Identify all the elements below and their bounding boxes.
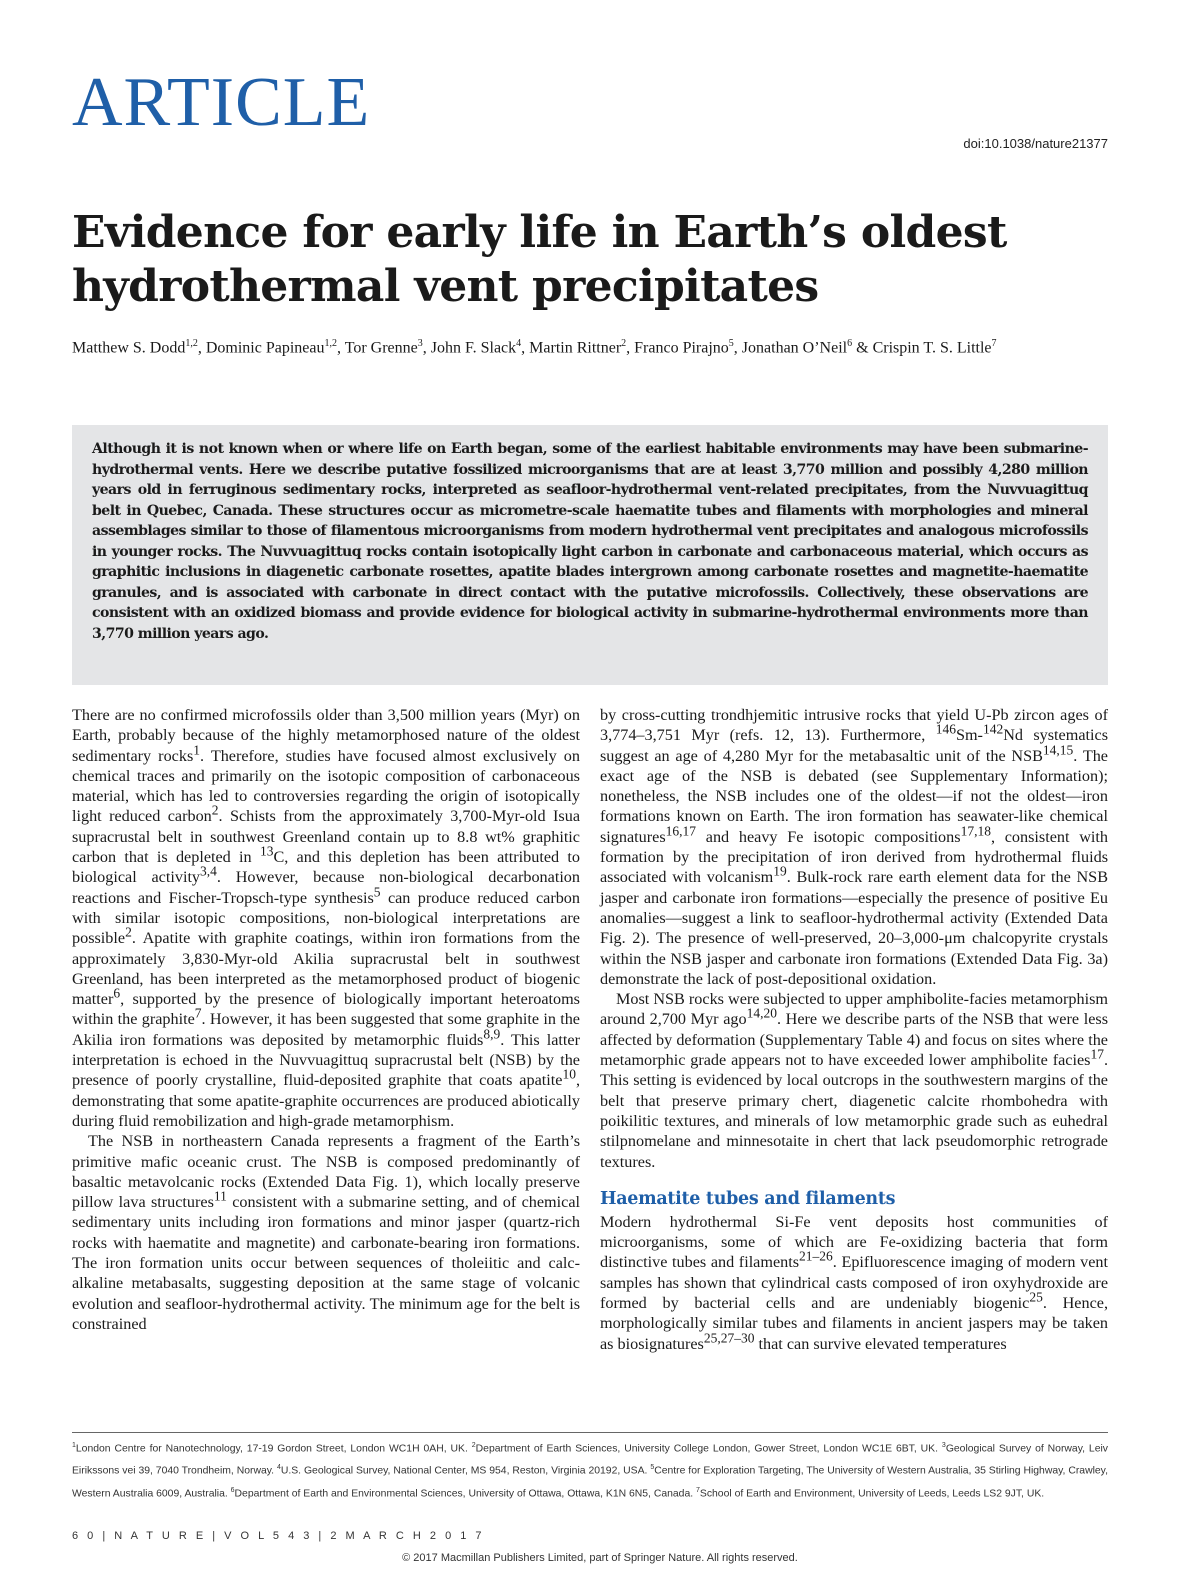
affiliation-number: 1	[72, 1442, 76, 1449]
affiliation-number: 2	[471, 1442, 476, 1449]
reference-superscript[interactable]: 19	[773, 863, 787, 879]
reference-superscript[interactable]: 14,20	[746, 1006, 777, 1022]
author-list: Matthew S. Dodd$^{1,2}$, Dominic Papineau$^{1,2}$, Tor Grenne$^3$, John F. Slack$^4$, Martin Rittner$^2$, Franco Pirajno$^5$, Jonathan O’Neil$^6$ & Crispin T. S. Little$^7$	[72, 338, 997, 357]
body-paragraph: There are no confirmed microfossils older than 3,500 million years (Myr) on Earth, probably because of the highly metamorphosed nature of the oldest sedimentary rocks$^1$. Therefore, studies have focused almost exclusively on chemical traces and primarily on the isotopic composition of carbonaceous material, which has led to controversies regarding the origin of isotopically light reduced carbon$^2$. Schists from the approximately 3,700-Myr-old Isua supracrustal belt in southwest Greenland contain up to 8.8 wt% graphitic carbon that is depleted in $^{13}$C, and this depletion has been attributed to biological activity$^{3,4}$. However, because non-biological decarbonation reactions and Fischer-Tropsch-type synthesis$^5$ can produce reduced carbon with similar isotopic compositions, non-biological interpretations are possible$^2$. Apatite with graphite coatings, within iron formations from the approximately 3,830-Myr-old Akilia supracrustal belt in southwest Greenland, has been interpreted as the metamorphosed product of biogenic matter$^6$, supported by the presence of biologically important heteroatoms within the graphite$^7$. However, it has been suggested that some graphite in the Akilia iron formations was deposited by metamorphic fluids$^{8,9}$. This latter interpretation is echoed in the Nuvvuagittuq supracrustal belt (NSB) by the presence of poorly crystalline, fluid-deposited graphite that coats apatite$^{10}$, demonstrating that some apatite-graphite occurrences are produced abiotically during fluid remobilization and high-grade metamorphism.	[72, 706, 581, 1130]
author-affiliation-ref: 4	[516, 338, 522, 349]
affiliation-number: 5	[650, 1464, 655, 1472]
reference-superscript[interactable]: 17,18	[960, 823, 991, 839]
article-title: Evidence for early life in Earth’s oldest hydrothermal vent precipitates	[72, 207, 1007, 312]
author-affiliation-ref: 2	[621, 338, 627, 349]
reference-superscript[interactable]: 14,15	[1042, 742, 1074, 758]
reference-superscript[interactable]: 16,17	[665, 823, 697, 839]
affiliations	[72, 1436, 1108, 1503]
affiliation-number: 7	[696, 1486, 700, 1494]
body-paragraph: The NSB in northeastern Canada represents a fragment of the Earth’s primitive mafic oceanic crust. The NSB is composed predominantly of basaltic metavolcanic rocks (Extended Data Fig. 1), which locally preserve pillow lava structures$^{11}$ consistent with a submarine setting, and of chemical sedimentary units including iron formations and minor jasper (quartz-rich rocks with haematite and magnetite) and carbonate-bearing iron formations. The iron formation units occur between sequences of tholeiitic and calc-alkaline metabasalts, suggesting deposition at the same stage of volcanic evolution and seafloor-hydrothermal activity. The minimum age for the belt is constrained	[72, 1132, 580, 1333]
reference-superscript[interactable]: 2	[125, 924, 132, 940]
affiliation-number: 4	[276, 1464, 281, 1472]
reference-superscript[interactable]: 2	[211, 803, 219, 819]
author-name: Dominic Papineau	[205, 339, 325, 357]
author-name: Martin Rittner	[529, 339, 622, 357]
reference-superscript[interactable]: 11	[213, 1188, 227, 1204]
author-name: Matthew S. Dodd	[72, 339, 186, 357]
article-type-label: ARTICLE	[72, 64, 371, 141]
reference-superscript[interactable]: 7	[194, 1006, 202, 1022]
reference-superscript[interactable]: 146	[935, 721, 956, 737]
reference-superscript[interactable]: 10	[562, 1066, 576, 1082]
affiliation-text: Department of Earth Sciences, University College London, Gower Street, London WC1E 6BT, UK.	[475, 1443, 942, 1455]
page-footer-info: 6 0 | N A T U R E | V O L 5 4 3 | 2 M A R C H 2 0 1 7	[72, 1530, 485, 1542]
author-name: Crispin T. S. Little	[872, 339, 992, 357]
affiliation-text: School of Earth and Environment, University of Leeds, Leeds LS2 9JT, UK.	[699, 1488, 1045, 1500]
author-affiliation-ref: 3	[417, 338, 423, 349]
body-paragraph: by cross-cutting trondhjemitic intrusive rocks that yield U-Pb zircon ages of 3,774–3,751 Myr (refs. 12, 13). Furthermore, $^{146}$Sm-$^{142}$Nd systematics suggest an age of 4,280 Myr for the metabasaltic unit of the NSB$^{14,15}$. The exact age of the NSB is debated (see Supplementary Information); nonetheless, the NSB includes one of the oldest—if not the oldest—iron formations known on Earth. The iron formation has seawater-like chemical signatures$^{16,17}$ and heavy Fe isotopic compositions$^{17,18}$, consistent with formation by the precipitation of iron derived from hydrothermal fluids associated with volcanism$^{19}$. Bulk-rock rare earth element data for the NSB jasper and carbonate iron formations—especially the presence of positive Eu anomalies—suggest a link to seafloor-hydrothermal activity (Extended Data Fig. 2). The presence of well-preserved, 20–3,000-μm chalcopyrite crystals within the NSB jasper and carbonate iron formations (Extended Data Fig. 3a) demonstrate the lack of post-depositional oxidation.	[600, 706, 1108, 988]
reference-superscript[interactable]: 142	[982, 721, 1004, 737]
affiliation-text: Geological Survey of Norway, Leiv Eirikssons vei 39, 7040 Trondheim, Norway.	[72, 1443, 1108, 1477]
affiliation-number: 3	[941, 1442, 946, 1449]
reference-superscript[interactable]: 1	[193, 742, 200, 758]
reference-superscript[interactable]: 5	[373, 884, 381, 900]
affiliation-text: London Centre for Nanotechnology, 17-19 Gordon Street, London WC1H 0AH, UK.	[75, 1443, 472, 1455]
reference-superscript[interactable]: 3,4	[200, 863, 217, 879]
abstract-box	[72, 425, 1108, 685]
section-heading: Haematite tubes and filaments	[600, 1188, 896, 1209]
affiliation-text: Department of Earth and Environmental Sciences, University of Ottawa, Ottawa, K1N 6N5, Canada.	[234, 1488, 696, 1500]
reference-superscript[interactable]: 17	[1090, 1046, 1104, 1062]
affiliation-text: U.S. Geological Survey, National Center, MS 954, Reston, Virginia 20192, USA.	[280, 1465, 651, 1477]
reference-superscript[interactable]: 21–26	[799, 1249, 833, 1265]
affiliation-text: Centre for Exploration Targeting, The University of Western Australia, 35 Stirling Highway, Crawley, Western Australia 6009, Australia.	[72, 1465, 1108, 1500]
body-column-right	[600, 705, 1108, 1354]
reference-superscript[interactable]: 25,27–30	[703, 1330, 755, 1346]
reference-superscript[interactable]: 8,9	[483, 1026, 501, 1042]
author-name: John F. Slack	[430, 339, 517, 357]
author-affiliation-ref: 7	[991, 338, 997, 349]
copyright-notice: © 2017 Macmillan Publishers Limited, part of Springer Nature. All rights reserved.	[402, 1552, 798, 1564]
body-column-left	[72, 705, 580, 1334]
reference-superscript[interactable]: 25	[1029, 1289, 1043, 1305]
footnote-divider	[72, 1432, 1108, 1433]
body-paragraph: Most NSB rocks were subjected to upper amphibolite-facies metamorphism around 2,700 Myr ago$^{14,20}$. Here we describe parts of the NSB that were less affected by deformation (Supplementary Table 4) and focus on sites where the metamorphic grade appears not to have exceeded lower amphibolite facies$^{17}$. This setting is evidenced by local outcrops in the southwestern margins of the belt that preserve primary chert, diagenetic calcite rhombohedra with poikilitic textures, and minerals of low metamorphic grade such as euhedral stilpnomelane and minnesotaite in chert that lack pseudomorphic retrograde textures.	[600, 990, 1108, 1171]
author-affiliation-ref: 5	[728, 338, 734, 349]
reference-superscript[interactable]: 6	[113, 985, 121, 1001]
body-paragraph: Modern hydrothermal Si-Fe vent deposits host communities of microorganisms, some of which are Fe-oxidizing bacteria that form distinctive tubes and filaments$^{21-26}$. Epifluorescence imaging of modern vent samples has shown that cylindrical casts composed of iron oxyhydroxide are formed by bacterial cells and are undeniably biogenic$^{25}$. Hence, morphologically similar tubes and filaments in ancient jaspers may be taken as biosignatures$^{25,27-30}$ that can survive elevated temperatures	[600, 1212, 1108, 1353]
author-affiliation-ref: 1,2	[185, 338, 198, 349]
doi[interactable]: doi:10.1038/nature21377	[963, 136, 1108, 151]
author-name: Franco Pirajno	[634, 339, 729, 357]
affiliation-number: 6	[230, 1486, 235, 1494]
author-affiliation-ref: 6	[847, 338, 853, 349]
author-affiliation-ref: 1,2	[324, 338, 337, 349]
abstract-text: Although it is not known when or where life on Earth began, some of the earliest habitable environments may have been submarine-hydrothermal vents. Here we describe putative fossilized microorganisms that are at least 3,770 million and possibly 4,280 million years old in ferruginous sedimentary rocks, interpreted as seafloor-hydrothermal vent-related precipitates, from the Nuvvuagittuq belt in Quebec, Canada. These structures occur as micrometre-scale haematite tubes and filaments with morphologies and mineral assemblages similar to those of filamentous microorganisms from modern hydrothermal vent precipitates and analogous microfossils in younger rocks. The Nuvvuagittuq rocks contain isotopically light carbon in carbonate and carbonaceous material, which occurs as graphitic inclusions in diagenetic carbonate rosettes, apatite blades intergrown among carbonate rosettes and magnetite-haematite granules, and is associated with carbonate in direct contact with the putative microfossils. Collectively, these observations are consistent with an oxidized biomass and provide evidence for biological activity in submarine-hydrothermal environments more than 3,770 million years ago.	[92, 441, 1088, 642]
author-name: Tor Grenne	[344, 339, 418, 357]
author-name: Jonathan O’Neil	[741, 339, 848, 357]
reference-superscript[interactable]: 13	[259, 843, 274, 859]
